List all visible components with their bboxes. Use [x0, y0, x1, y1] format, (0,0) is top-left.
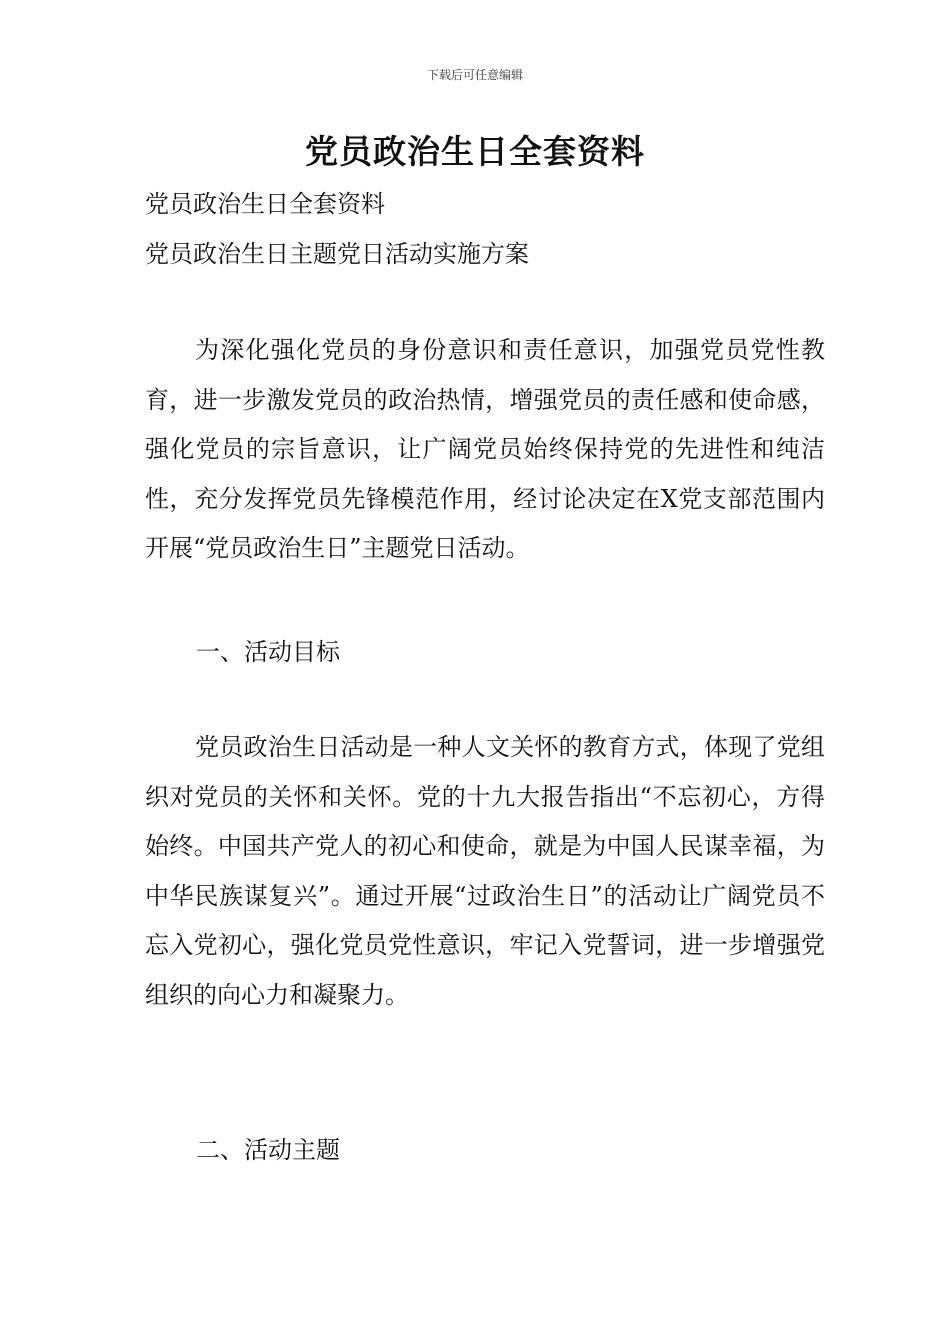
goals-paragraph: 党员政治生日活动是一种人文关怀的教育方式，体现了党组织对党员的关怀和关怀。党的十九大报告指出“不忘初心，方得始终。中国共产党人的初心和使命，就是为中国人民谋幸福，为中华民族谋复兴”。通过开展“过政治生日”的活动让广阔党员不忘入党初心，强化党员党性意识，牢记入党誓词，进一步增强党组织的向心力和凝聚力。: [145, 733, 825, 1009]
document-subtitle: 党员政治生日全套资料: [145, 190, 385, 218]
plan-title: 党员政治生日主题党日活动实施方案: [145, 240, 529, 268]
section-heading-theme: 二、活动主题: [196, 1136, 340, 1164]
document-title: 党员政治生日全套资料: [305, 132, 645, 171]
intro-paragraph: 为深化强化党员的身份意识和责任意识，加强党员党性教育，进一步激发党员的政治热情，增强党员的责任感和使命感，强化党员的宗旨意识，让广阔党员始终保持党的先进性和纯洁性，充分发挥党员先锋模范作用，经讨论决定在X党支部范围内开展“党员政治生日”主题党日活动。: [145, 336, 825, 562]
section-heading-goals: 一、活动目标: [196, 638, 340, 666]
page-header-note: 下载后可任意编辑: [426, 68, 523, 82]
